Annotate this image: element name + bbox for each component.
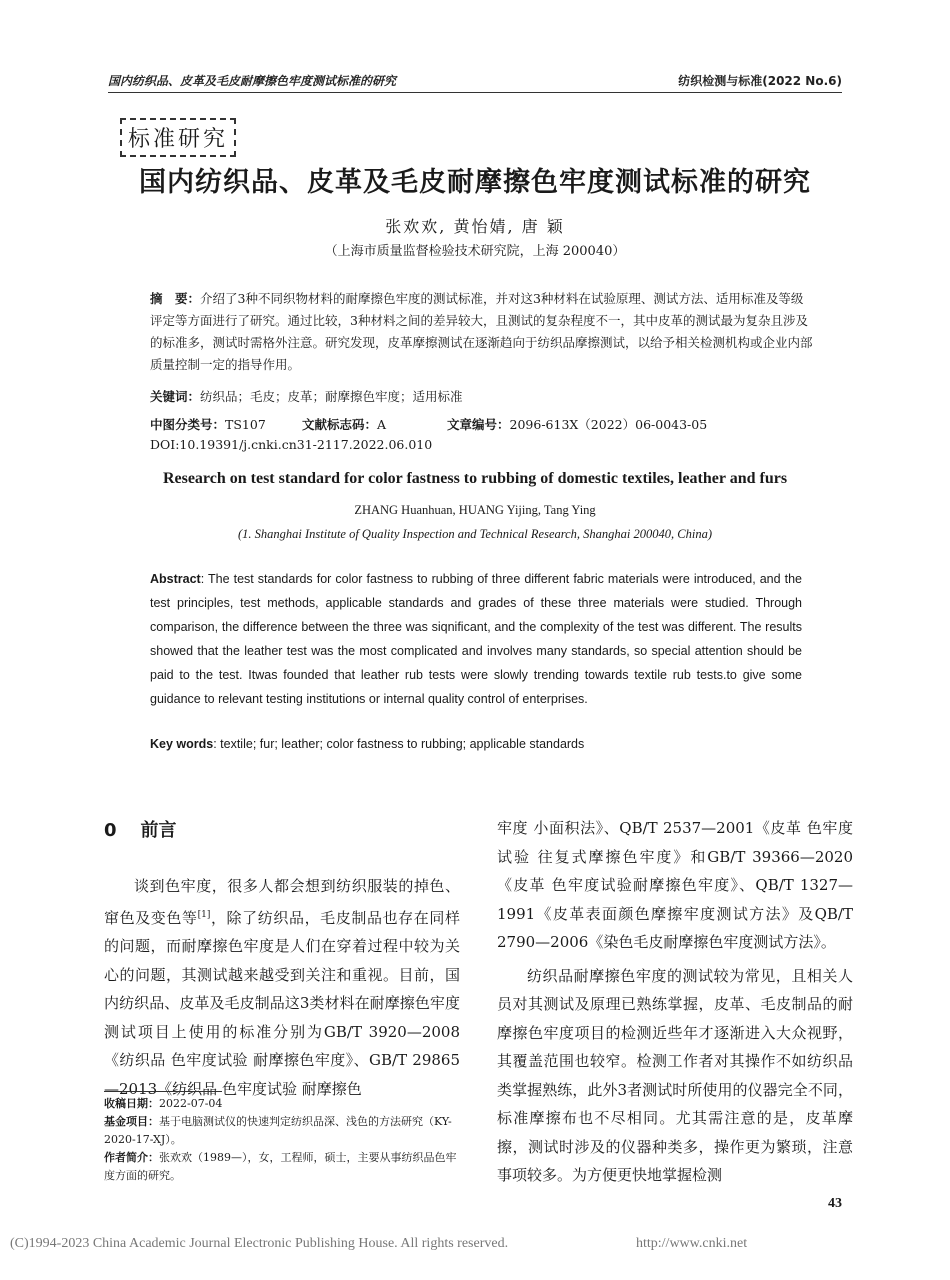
received-label: 收稿日期： (104, 1097, 159, 1110)
english-keywords-label: Key words (150, 737, 214, 751)
fund-info (104, 1113, 460, 1149)
article-label: 文章编号： (447, 417, 510, 432)
english-abstract-text: : The test standards for color fastness to rubbing of three different fabric materials were introduced, and the test principles, test methods, applicable standards and grades of these three materials were studied. Through comparison, the difference between the three was siqnificant, and the complexity of the test was different. The results showed that the leather test was the most complicated and involves many standards, so special attention should be paid to the test. Itwas founded that leather rub tests were slowly trending towards textile rub tests.to give some guidance to relevant testing institutions or internal quality control of enterprises. (150, 572, 802, 706)
header-rule (108, 92, 842, 93)
running-title: 国内纺织品、皮革及毛皮耐摩擦色牢度测试标准的研究 (108, 74, 397, 88)
english-affiliation: (1. Shanghai Institute of Quality Inspection and Technical Research, Shanghai 200040, China) (237, 527, 713, 541)
doc-label: 文献标志码： (302, 417, 378, 432)
author-bio-label: 作者简介： (104, 1151, 159, 1164)
clc-value: TS107 (225, 417, 266, 432)
section-title: 前言 (140, 820, 177, 841)
authors: 张欢欢, 黄怡婧, 唐 颖 (385, 217, 565, 236)
paragraph (104, 872, 460, 1103)
abstract-cn-text: 介绍了3种不同织物材料的耐摩擦色牢度的测试标准，并对这3种材料在试验原理、测试方法、适用标准及等级评定等方面进行了研究。通过比较，3种材料之间的差异较大，且测试的复杂程度不一，其中皮革的测试最为复杂且涉及的标准多，测试时需格外注意。研究发现，皮革摩擦测试在逐渐趋向于纺织品摩擦测试，以给予相关检测机构或企业内部质量控制一定的指导作用。 (150, 291, 813, 372)
abstract-cn-label: 摘 要： (150, 291, 201, 306)
section-heading (104, 816, 177, 842)
fund-value: 基于电脑测试仪的快速判定纺织品深、浅色的方法研究（KY-2020-17-XJ）。 (104, 1115, 452, 1146)
page-number: 43 (828, 1196, 842, 1211)
paragraph-text: ，除了纺织品，毛皮制品也存在同样的问题，而耐摩擦色牢度是人们在穿着过程中较为关心的问题，其测试越来越受到关注和重视。目前，国内纺织品、皮革及毛皮制品这3类材料在耐摩擦色牢度测试项目上使用的标准分别为GB/T 3920—2008《纺织品 色牢度试验 耐摩擦色牢度》、GB/T 29865—2013《纺织品 色牢度试验 耐摩擦色 (104, 908, 460, 1098)
doi: DOI:10.19391/j.cnki.cn31-2117.2022.06.010 (150, 437, 433, 452)
received-date (104, 1095, 460, 1113)
abstract-cn (150, 288, 815, 376)
classification-row (150, 415, 266, 433)
english-keywords (150, 737, 584, 751)
body-left-column (104, 872, 460, 1103)
journal-issue: 纺织检测与标准(2022 No.6) (678, 74, 842, 88)
copyright-notice: (C)1994-2023 China Academic Journal Electronic Publishing House. All rights reserved. (10, 1236, 509, 1251)
citation-ref: [1] (197, 909, 211, 920)
author-bio (104, 1149, 460, 1185)
footnotes (104, 1095, 460, 1185)
article-value: 2096-613X（2022）06-0043-05 (509, 417, 708, 432)
author-bio-value: 张欢欢（1989—），女，工程师，硕士，主要从事纺织品色牢度方面的研究。 (104, 1151, 457, 1182)
article-number (447, 415, 707, 433)
footnote-rule (104, 1091, 222, 1092)
english-abstract (150, 567, 802, 711)
affiliation: （上海市质量监督检验技术研究院，上海 200040） (324, 244, 626, 259)
received-value: 2022-07-04 (159, 1097, 223, 1110)
keywords-cn (150, 386, 815, 408)
paragraph: 牢度 小面积法》、QB/T 2537—2001《皮革 色牢度试验 往复式摩擦色牢度》和GB/T 39366—2020《皮革 色牢度试验耐摩擦色牢度》、QB/T 1327—1991《皮革表面颜色摩擦牢度测试方法》及QB/T 2790—2006《染色毛皮耐摩擦色牢度测试方法》。 (497, 819, 853, 951)
english-abstract-label: Abstract (150, 572, 201, 586)
english-keywords-text: : textile; fur; leather; color fastness to rubbing; applicable standards (213, 737, 585, 751)
column-tag: 标准研究 (120, 118, 236, 157)
english-title: Research on test standard for color fastness to rubbing of domestic textiles, leather and furs (162, 470, 788, 487)
keywords-cn-label: 关键词： (150, 389, 201, 404)
section-number: 0 (104, 820, 117, 841)
body-right-column (497, 814, 853, 1190)
doc-value: A (377, 417, 387, 432)
paragraph-text: 谈到色牢度，很多人都会想到纺织服装的掉色、窜色及变色等 (104, 877, 460, 927)
paper-title: 国内纺织品、皮革及毛皮耐摩擦色牢度测试标准的研究 (139, 167, 811, 198)
keywords-cn-text: 纺织品；毛皮；皮革；耐摩擦色牢度；适用标准 (200, 389, 463, 404)
paragraph: 纺织品耐摩擦色牢度的测试较为常见，且相关人员对其测试及原理已熟练掌握，皮革、毛皮制品的耐摩擦色牢度项目的检测近些年才逐渐进入大众视野，其覆盖范围也较窄。检测工作者对其操作不如纺织品类掌握熟练，此外3者测试时所使用的仪器完全不同，标准摩擦布也不尽相同。尤其需注意的是，皮革摩擦，测试时涉及的仪器种类多，操作更为繁琐，注意事项较多。为方便更快地掌握检测 (497, 966, 853, 1184)
fund-label: 基金项目： (104, 1115, 159, 1128)
document-code (302, 415, 386, 433)
site-url: http://www.cnki.net (636, 1236, 748, 1251)
english-authors: ZHANG Huanhuan, HUANG Yijing, Tang Ying (354, 503, 596, 517)
clc-label: 中图分类号： (150, 417, 226, 432)
